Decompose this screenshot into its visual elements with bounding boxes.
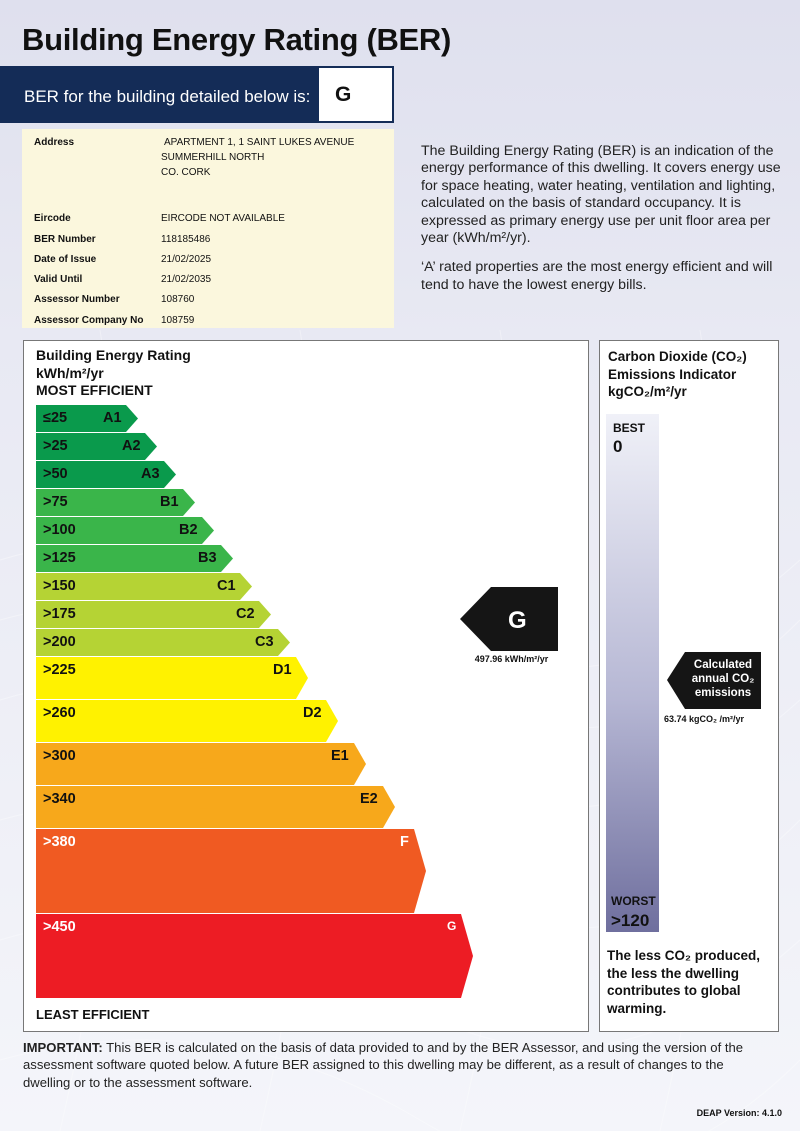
band-limit-d2: >260: [43, 705, 76, 721]
description-paragraph-2: ‘A’ rated properties are the most energy efficient and will tend to have the lowest energy bills.: [421, 259, 773, 293]
building-details-panel: [22, 129, 394, 328]
rating-pointer-grade: G: [508, 607, 527, 634]
scale-heading-title: Building Energy Rating: [36, 347, 191, 363]
least-efficient-label: LEAST EFFICIENT: [36, 1007, 150, 1022]
description-paragraph-1: The Building Energy Rating (BER) is an indication of the energy performance of this dwelling. It covers energy use for space heating, water heating, ventilation and lighting, calculated on the basis of standard occupancy. It is expressed as primary energy use per unit floor area per year (kWh/m²/yr).: [421, 143, 781, 247]
co2-indicator: [599, 340, 779, 1032]
co2-arrow-line-2: annual CO₂: [691, 673, 755, 685]
co2-arrow-line-1: Calculated: [693, 659, 753, 671]
ber-number-value: 118185486: [161, 234, 211, 245]
band-grade-a1: A1: [103, 410, 122, 426]
rating-band-f: [36, 829, 426, 913]
valid-until-value: 21/02/2035: [161, 274, 212, 285]
band-grade-f: F: [400, 834, 409, 850]
band-limit-c3: >200: [43, 634, 76, 650]
page-title: Building Energy Rating (BER): [22, 22, 452, 57]
band-limit-a2: >25: [43, 438, 68, 454]
rating-band-g: [36, 914, 473, 998]
ber-grade-label: BER for the building detailed below is:: [24, 87, 311, 106]
energy-rating-scale: [23, 340, 589, 1032]
co2-best-value: 0: [613, 437, 623, 456]
band-grade-d1: D1: [273, 662, 292, 678]
address-label: Address: [34, 137, 75, 148]
co2-worst-label: WORST: [611, 894, 656, 908]
co2-gradient-bar: [606, 414, 659, 932]
band-grade-c3: C3: [255, 634, 274, 650]
assessor-company-value: 108759: [161, 315, 195, 326]
rating-bands: [24, 341, 590, 1033]
important-label: IMPORTANT:: [23, 1040, 103, 1055]
band-grade-b2: B2: [179, 522, 198, 538]
band-limit-f: >380: [43, 834, 76, 850]
rating-band-d1: [36, 657, 308, 699]
address-line-1: APARTMENT 1, 1 SAINT LUKES AVENUE: [164, 137, 355, 148]
co2-arrow-line-3: emissions: [694, 687, 752, 699]
band-limit-b1: >75: [43, 494, 68, 510]
assessor-number-label: Assessor Number: [34, 294, 120, 305]
assessor-company-label: Assessor Company No: [34, 315, 144, 326]
important-notice: [23, 1039, 763, 1091]
band-limit-b2: >100: [43, 522, 76, 538]
co2-best-label: BEST: [613, 421, 646, 435]
scale-heading-most-efficient: MOST EFFICIENT: [36, 382, 153, 398]
ber-number-label: BER Number: [34, 234, 96, 245]
band-limit-a3: >50: [43, 466, 68, 482]
co2-worst-value: >120: [611, 911, 650, 930]
deap-version: DEAP Version: 4.1.0: [696, 1108, 782, 1118]
band-limit-d1: >225: [43, 662, 76, 678]
band-grade-a3: A3: [141, 466, 160, 482]
assessor-number-value: 108760: [161, 294, 195, 305]
ber-description: [421, 143, 783, 306]
rating-band-e2: [36, 786, 395, 828]
address-line-2: SUMMERHILL NORTH: [161, 152, 265, 163]
band-limit-b3: >125: [43, 550, 76, 566]
ber-grade-value: G: [319, 68, 392, 121]
band-grade-e2: E2: [360, 791, 378, 807]
band-grade-b1: B1: [160, 494, 179, 510]
rating-pointer-value: 497.96 kWh/m²/yr: [474, 654, 549, 664]
band-grade-a2: A2: [122, 438, 141, 454]
band-limit-a1: ≤25: [43, 410, 68, 426]
band-limit-c2: >175: [43, 606, 76, 622]
rating-band-d2: [36, 700, 338, 742]
rating-band-e1: [36, 743, 366, 785]
eircode-label: Eircode: [34, 213, 71, 224]
important-text: This BER is calculated on the basis of data provided to and by the BER Assessor, and using the version of the assessment software quoted below. A future BER assigned to this dwelling may be different, as a result of changes to the dwelling or to the assessment software.: [23, 1040, 744, 1090]
band-grade-e1: E1: [331, 748, 349, 764]
co2-heading-unit: kgCO₂/m²/yr: [608, 384, 687, 399]
band-grade-g: G: [447, 919, 457, 933]
address-line-3: CO. CORK: [161, 167, 211, 178]
band-grade-d2: D2: [303, 705, 322, 721]
co2-heading: [608, 348, 747, 401]
band-limit-e2: >340: [43, 791, 76, 807]
band-grade-c2: C2: [236, 606, 255, 622]
co2-pointer-arrow: [667, 652, 761, 709]
co2-footer-note: The less CO₂ produced, the less the dwelling contributes to global warming.: [607, 948, 761, 1016]
ber-grade-banner: [0, 66, 394, 123]
valid-until-label: Valid Until: [34, 274, 83, 285]
eircode-value: EIRCODE NOT AVAILABLE: [161, 213, 285, 224]
co2-heading-title: Carbon Dioxide (CO₂): [608, 349, 747, 364]
co2-heading-subtitle: Emissions Indicator: [608, 366, 737, 382]
band-grade-c1: C1: [217, 578, 236, 594]
band-limit-c1: >150: [43, 578, 76, 594]
co2-value: 63.74 kgCO₂ /m²/yr: [664, 714, 745, 724]
scale-heading-unit: kWh/m²/yr: [36, 364, 104, 381]
date-of-issue-label: Date of Issue: [34, 254, 97, 265]
band-limit-g: >450: [43, 919, 76, 935]
band-limit-e1: >300: [43, 748, 76, 764]
date-of-issue-value: 21/02/2025: [161, 254, 212, 265]
rating-pointer-arrow: [460, 587, 558, 651]
band-grade-b3: B3: [198, 550, 217, 566]
